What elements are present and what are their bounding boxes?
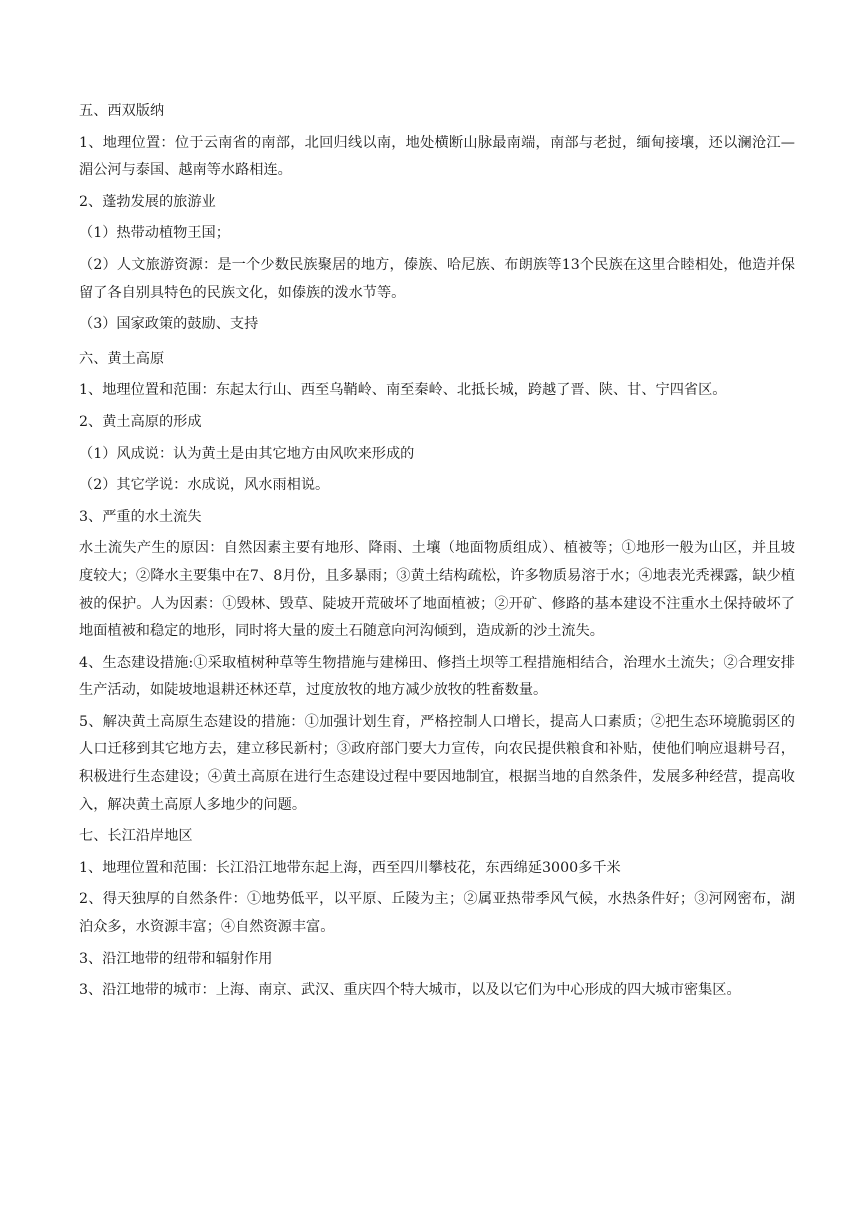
paragraph-yangtze-location: 1、地理位置和范围：长江沿江地带东起上海，西至四川攀枝花，东西绵延3000多千米	[79, 859, 621, 876]
paragraph-tourism-1: （1）热带动植物王国；	[79, 225, 230, 242]
paragraph-loess-location: 1、地理位置和范围：东起太行山、西至乌鞘岭、南至秦岭、北抵长城，跨越了晋、陕、甘、宁四省区。	[79, 382, 727, 399]
paragraph-location: 1、地理位置：位于云南省的南部，北回归线以南，地处横断山脉最南端，南部与老挝，缅甸接壤，还以澜沧江—湄公河与泰国、越南等水路相连。	[79, 134, 795, 179]
paragraph-tourism-title: 2、蓬勃发展的旅游业	[79, 193, 216, 210]
document-page	[79, 98, 795, 1009]
paragraph-eco-measures: 4、生态建设措施:①采取植树种草等生物措施与建梯田、修挡土坝等工程措施相结合，治理水土流失；②合理安排生产活动，如陡坡地退耕还林还草，过度放牧的地方减少放牧的牲畜数量。	[79, 654, 795, 699]
paragraph-soil-erosion-title: 3、严重的水土流失	[79, 508, 202, 525]
paragraph-yangtze-conditions: 2、得天独厚的自然条件：①地势低平，以平原、丘陵为主；②属亚热带季风气候，水热条件好；③河网密布，湖泊众多，水资源丰富；④自然资源丰富。	[79, 891, 795, 936]
paragraph-tourism-2: （2）人文旅游资源：是一个少数民族聚居的地方，傣族、哈尼族、布朗族等13个民族在这里合睦相处，他造并保留了各自别具特色的民族文化，如傣族的泼水节等。	[79, 256, 795, 301]
section-heading-yangtze: 七、长江沿岸地区	[79, 828, 193, 845]
paragraph-loess-formation-2: （2）其它学说：水成说，风水雨相说。	[79, 477, 330, 494]
section-heading-xishuangbanna: 五、西双版纳	[79, 103, 165, 119]
section-heading-loess-plateau: 六、黄土高原	[79, 350, 165, 367]
paragraph-yangtze-cities: 3、沿江地带的城市：上海、南京、武汉、重庆四个特大城市，以及以它们为中心形成的四大城市密集区。	[79, 982, 741, 999]
paragraph-loess-formation-title: 2、黄土高原的形成	[79, 413, 202, 430]
paragraph-tourism-3: （3）国家政策的鼓励、支持	[79, 316, 259, 333]
paragraph-soil-erosion-body: 水土流失产生的原因：自然因素主要有地形、降雨、土壤（地面物质组成）、植被等；①地形一般为山区，并且坡度较大；②降水主要集中在7、8月份，且多暴雨；③黄土结构疏松，许多物质易溶于水；④地表光秃裸露，缺少植被的保护。人为因素：①毁林、毁草、陡坡开荒破坏了地面植被；②开矿、修路的基本建设不注重水土保持破坏了地面植被和稳定的地形，同时将大量的废土石随意向河沟倾到，造成新的沙土流失。	[79, 540, 795, 640]
paragraph-yangtze-role: 3、沿江地带的纽带和辐射作用	[79, 950, 273, 967]
paragraph-eco-solutions: 5、解决黄土高原生态建设的措施：①加强计划生育，严格控制人口增长，提高人口素质；②把生态环境脆弱区的人口迁移到其它地方去，建立移民新村；③政府部门要大力宣传，向农民提供粮食和补贴，使他们响应退耕号召，积极进行生态建设；④黄土高原在进行生态建设过程中要因地制宜，根据当地的自然条件，发展多种经营，提高收入，解决黄土高原人多地少的问题。	[79, 713, 795, 813]
paragraph-loess-formation-1: （1）风成说：认为黄土是由其它地方由风吹来形成的	[79, 445, 415, 462]
